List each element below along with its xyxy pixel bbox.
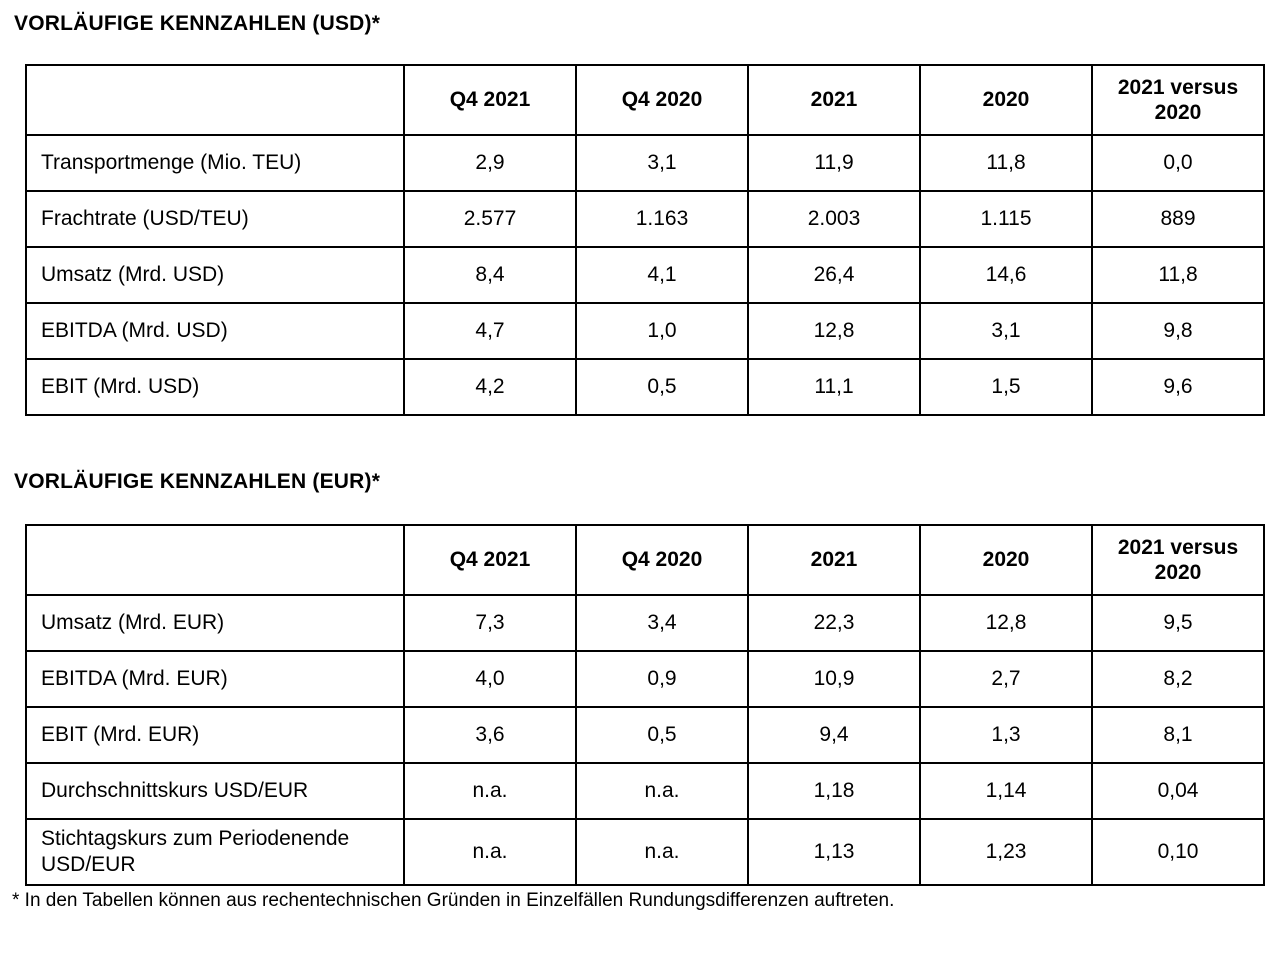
row-value: 11,9 xyxy=(748,135,920,191)
row-value: 0,04 xyxy=(1092,763,1264,819)
row-label: Durchschnittskurs USD/EUR xyxy=(26,763,404,819)
row-value: 1.115 xyxy=(920,191,1092,247)
row-value: 1,13 xyxy=(748,819,920,885)
column-header-2021: 2021 xyxy=(748,525,920,595)
row-value: 12,8 xyxy=(920,595,1092,651)
row-value: 11,8 xyxy=(920,135,1092,191)
row-value: 11,1 xyxy=(748,359,920,415)
table-body-eur xyxy=(26,595,1264,885)
table-row xyxy=(26,303,1264,359)
row-value: 9,8 xyxy=(1092,303,1264,359)
row-value: 11,8 xyxy=(1092,247,1264,303)
row-value: 0,9 xyxy=(576,651,748,707)
row-value: 22,3 xyxy=(748,595,920,651)
row-value: 2,7 xyxy=(920,651,1092,707)
row-value: 3,1 xyxy=(576,135,748,191)
row-label: Transportmenge (Mio. TEU) xyxy=(26,135,404,191)
row-value: 8,1 xyxy=(1092,707,1264,763)
column-header-2021-versus-2020: 2021 versus 2020 xyxy=(1092,525,1264,595)
table-row xyxy=(26,595,1264,651)
row-value: 7,3 xyxy=(404,595,576,651)
page-title-eur: VORLÄUFIGE KENNZAHLEN (EUR)* xyxy=(14,470,381,493)
row-value: 12,8 xyxy=(748,303,920,359)
table-row xyxy=(26,359,1264,415)
row-value: 4,0 xyxy=(404,651,576,707)
kpi-table-usd xyxy=(25,64,1265,416)
row-value: 1,18 xyxy=(748,763,920,819)
page-title-usd: VORLÄUFIGE KENNZAHLEN (USD)* xyxy=(14,12,381,35)
column-header-blank xyxy=(26,65,404,135)
row-value: 0,10 xyxy=(1092,819,1264,885)
row-value: 2.577 xyxy=(404,191,576,247)
row-value: 4,2 xyxy=(404,359,576,415)
column-header-q4-2021: Q4 2021 xyxy=(404,525,576,595)
row-value: 3,6 xyxy=(404,707,576,763)
row-value: 1,3 xyxy=(920,707,1092,763)
table-header-row xyxy=(26,525,1264,595)
row-value: n.a. xyxy=(404,763,576,819)
row-value: 8,4 xyxy=(404,247,576,303)
table-row xyxy=(26,247,1264,303)
row-value: n.a. xyxy=(404,819,576,885)
column-header-blank xyxy=(26,525,404,595)
row-value: 1,5 xyxy=(920,359,1092,415)
row-label: Frachtrate (USD/TEU) xyxy=(26,191,404,247)
row-value: 8,2 xyxy=(1092,651,1264,707)
row-value: 4,1 xyxy=(576,247,748,303)
row-value: 9,5 xyxy=(1092,595,1264,651)
table-header-row xyxy=(26,65,1264,135)
table-row xyxy=(26,651,1264,707)
row-value: 0,0 xyxy=(1092,135,1264,191)
table-body-usd xyxy=(26,135,1264,415)
row-value: 2,9 xyxy=(404,135,576,191)
column-header-q4-2020: Q4 2020 xyxy=(576,65,748,135)
row-value: 14,6 xyxy=(920,247,1092,303)
row-value: 1,14 xyxy=(920,763,1092,819)
row-value: 10,9 xyxy=(748,651,920,707)
row-value: n.a. xyxy=(576,763,748,819)
kpi-table-eur xyxy=(25,524,1265,886)
column-header-2021: 2021 xyxy=(748,65,920,135)
row-label: EBITDA (Mrd. USD) xyxy=(26,303,404,359)
row-label: Umsatz (Mrd. EUR) xyxy=(26,595,404,651)
column-header-2020: 2020 xyxy=(920,525,1092,595)
row-value: 1.163 xyxy=(576,191,748,247)
table-head-eur xyxy=(26,525,1264,595)
row-value: 9,4 xyxy=(748,707,920,763)
row-value: 26,4 xyxy=(748,247,920,303)
table-row xyxy=(26,135,1264,191)
row-value: 1,23 xyxy=(920,819,1092,885)
table-row xyxy=(26,819,1264,885)
row-value: 4,7 xyxy=(404,303,576,359)
row-value: 0,5 xyxy=(576,359,748,415)
footnote: * In den Tabellen können aus rechentechnischen Gründen in Einzelfällen Rundungsdifferenzen auftreten. xyxy=(12,890,895,911)
column-header-2020: 2020 xyxy=(920,65,1092,135)
column-header-q4-2021: Q4 2021 xyxy=(404,65,576,135)
table-row xyxy=(26,707,1264,763)
table-row xyxy=(26,191,1264,247)
row-label: EBIT (Mrd. EUR) xyxy=(26,707,404,763)
row-value: 0,5 xyxy=(576,707,748,763)
row-value: 889 xyxy=(1092,191,1264,247)
row-value: 3,4 xyxy=(576,595,748,651)
row-value: 3,1 xyxy=(920,303,1092,359)
table-head-usd xyxy=(26,65,1264,135)
row-value: 9,6 xyxy=(1092,359,1264,415)
row-label: Umsatz (Mrd. USD) xyxy=(26,247,404,303)
column-header-2021-versus-2020: 2021 versus 2020 xyxy=(1092,65,1264,135)
row-label: EBIT (Mrd. USD) xyxy=(26,359,404,415)
row-value: 2.003 xyxy=(748,191,920,247)
row-label: Stichtagskurs zum Periodenende USD/EUR xyxy=(26,819,404,885)
column-header-q4-2020: Q4 2020 xyxy=(576,525,748,595)
row-label: EBITDA (Mrd. EUR) xyxy=(26,651,404,707)
table-row xyxy=(26,763,1264,819)
row-value: 1,0 xyxy=(576,303,748,359)
row-value: n.a. xyxy=(576,819,748,885)
